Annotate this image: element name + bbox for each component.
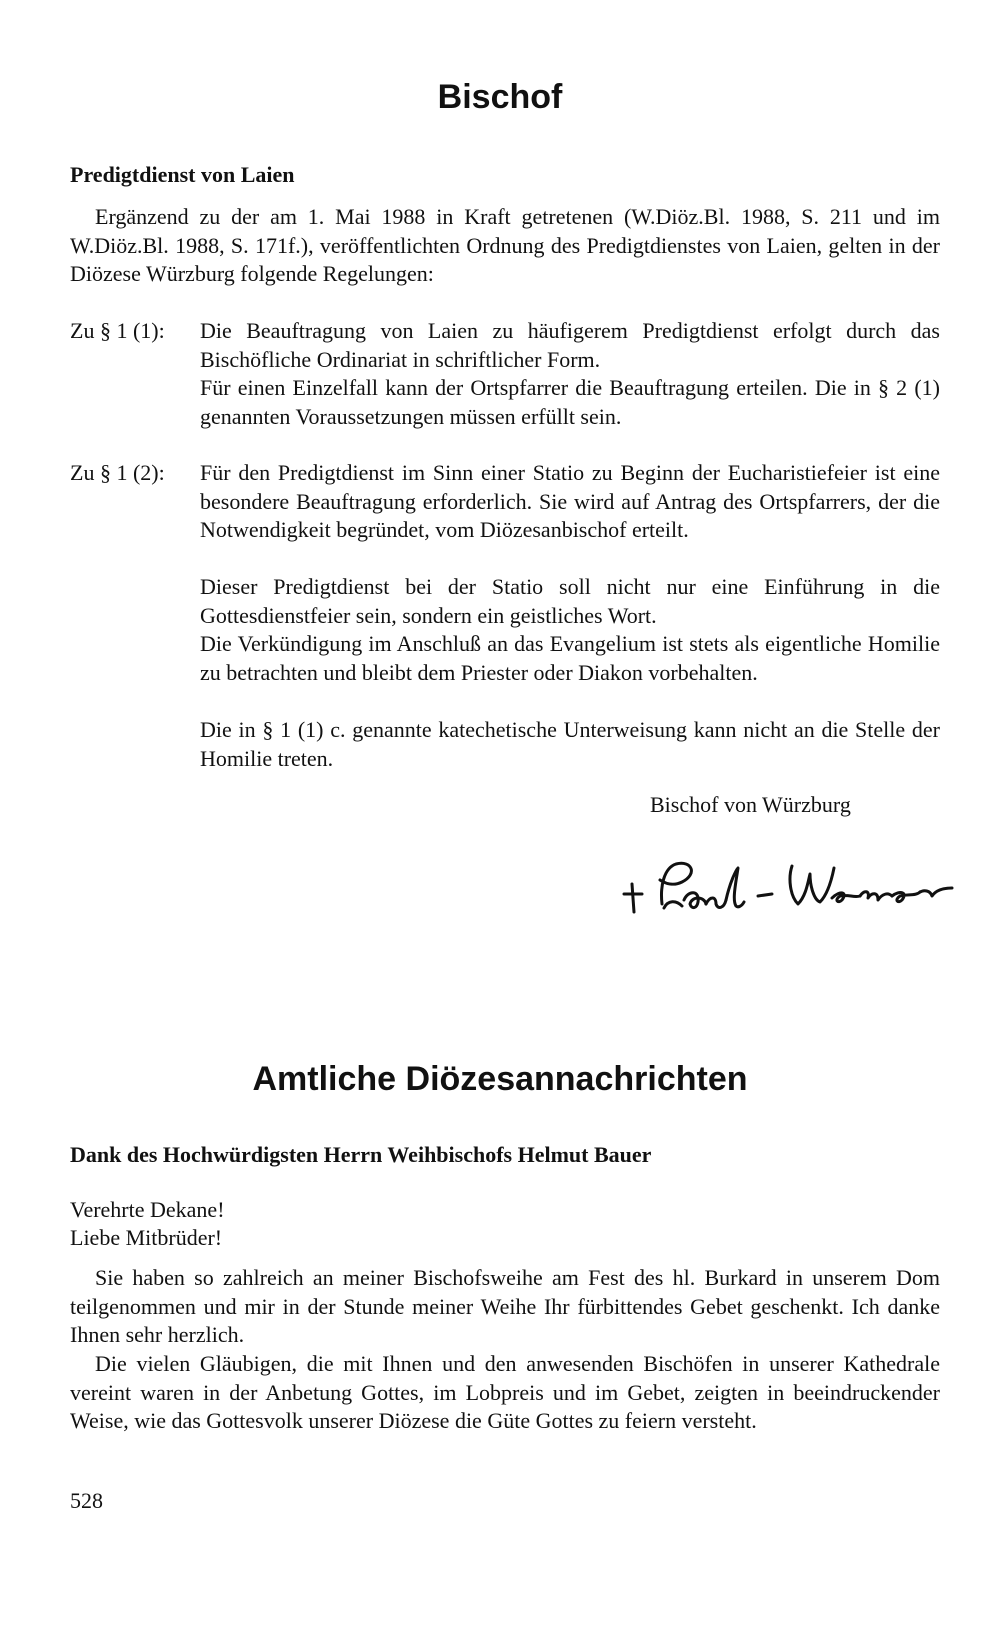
page-number: 528 <box>70 1488 103 1513</box>
section-title-bischof: Bischof <box>437 78 563 116</box>
salutation-dekane: Verehrte Dekane! <box>70 1197 225 1222</box>
signoff: Bischof von Würzburg <box>650 792 851 817</box>
rule-2-paragraph-4: Die in § 1 (1) c. genannte katechetische Unterweisung kann nicht an die Stelle der Homilie treten. <box>200 717 940 771</box>
salutation-mitbrueder: Liebe Mitbrüder! <box>70 1225 223 1250</box>
intro-paragraph: Ergänzend zu der am 1. Mai 1988 in Kraft getretenen (W.Diöz.Bl. 1988, S. 211 und im W.Diöz.Bl. 1988, S. 171f.), veröffentlichten Ordnung des Predigtdienstes von Laien, gelten in der Diözese Würzburg folgende Regelungen: <box>70 204 940 286</box>
subtitle-dank: Dank des Hochwürdigsten Herrn Weihbischofs Helmut Bauer <box>70 1142 652 1167</box>
rule-2-paragraph-3: Die Verkündigung im Anschluß an das Evangelium ist stets als eigentliche Homilie zu betrachten und bleibt dem Priester oder Diakon vorbehalten. <box>200 631 940 685</box>
rule-label-1: Zu § 1 (1): <box>70 318 165 343</box>
subtitle-predigtdienst: Predigtdienst von Laien <box>70 162 295 187</box>
rule-2-paragraph-2: Dieser Predigtdienst bei der Statio soll nicht nur eine Einführung in die Gottesdienstfeier sein, sondern ein geistliches Wort. <box>200 574 940 628</box>
bishop-signature <box>620 856 960 926</box>
rule-1-paragraph-1: Die Beauftragung von Laien zu häufigerem Predigtdienst erfolgt durch das Bischöfliche Ordinariat in schriftlicher Form. <box>200 318 940 372</box>
thanks-paragraph-2: Die vielen Gläubigen, die mit Ihnen und den anwesenden Bischöfen in unserer Kathedrale vereint waren in der Anbetung Gottes, im Lobpreis und im Gebet, zeigten in beeindruckender Weise, wie das Gottesvolk unserer Diözese die Güte Gottes zu feiern versteht. <box>70 1351 940 1433</box>
rule-label-2: Zu § 1 (2): <box>70 460 165 485</box>
thanks-paragraph-1: Sie haben so zahlreich an meiner Bischofsweihe am Fest des hl. Burkard in unserem Dom teilgenommen und mir in der Stunde meiner Weihe Ihr fürbittendes Gebet geschenkt. Ich danke Ihnen sehr herzlich. <box>70 1265 940 1347</box>
section-title-amtliche: Amtliche Diözesannachrichten <box>252 1060 748 1098</box>
rule-2-paragraph-1: Für den Predigtdienst im Sinn einer Statio zu Beginn der Eucharistiefeier ist eine besondere Beauftragung erforderlich. Sie wird auf Antrag des Ortspfarrers, der die Notwendigkeit begründet, vom Diözesanbischof erteilt. <box>200 460 940 542</box>
rule-1-paragraph-2: Für einen Einzelfall kann der Ortspfarrer die Beauftragung erteilen. Die in § 2 (1) genannten Voraussetzungen müssen erfüllt sein. <box>200 375 940 429</box>
